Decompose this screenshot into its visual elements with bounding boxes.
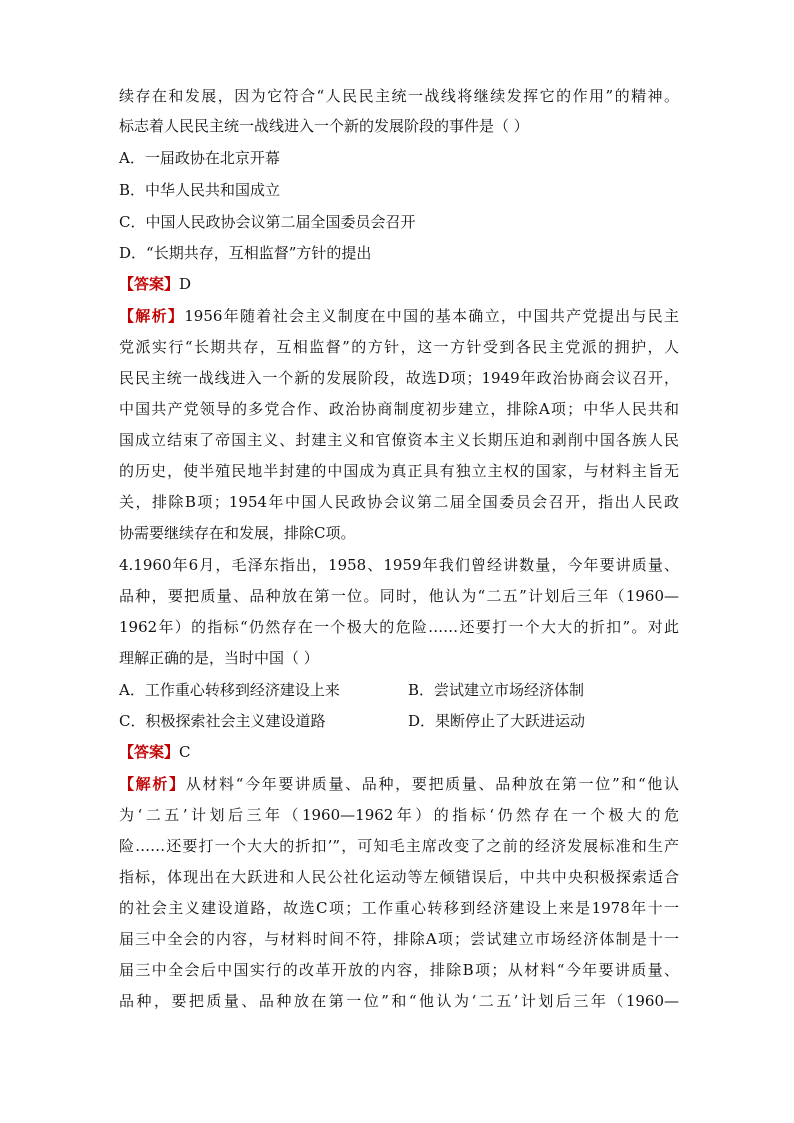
analysis-line: 党派实行“长期共存，互相监督”的方针，这一方针受到各民主党派的拥护，人 [119, 338, 679, 356]
analysis-line: 为‘二五’计划后三年（1960—1962年）的指标‘仍然存在一个极大的危 [119, 806, 679, 824]
analysis-line: 协需要继续存在和发展，排除C项。 [119, 524, 356, 542]
option-c: C．积极探索社会主义建设道路 [119, 712, 326, 730]
option-a: A．一届政协在北京开幕 [119, 149, 280, 167]
analysis-line: 指标，体现出在大跃进和人民公社化运动等左倾错误后，中共中央积极探索适合 [119, 868, 679, 886]
analysis-line: 的历史，使半殖民地半封建的中国成为真正具有独立主权的国家，与材料主旨无 [119, 462, 679, 480]
analysis-line: 中国共产党领导的多党合作、政治协商制度初步建立，排除A项；中华人民共和 [119, 400, 679, 418]
analysis-line: 险……还要打一个大大的折扣’”，可知毛主席改变了之前的经济发展标准和生产 [119, 837, 679, 855]
answer-tag: 【答案】 [119, 743, 180, 761]
question-stem: 理解正确的是，当时中国（ ） [119, 649, 319, 667]
analysis-line [119, 774, 679, 794]
option-d: D．“长期共存，互相监督”方针的提出 [119, 244, 372, 262]
text-line: 续存在和发展，因为它符合“人民民主统一战线将继续发挥它的作用”的精神。 [119, 87, 679, 105]
answer-value: C [179, 743, 191, 761]
analysis-line: 国成立结束了帝国主义、封建主义和官僚资本主义长期压迫和剥削中国各族人民 [119, 431, 679, 449]
answer-tag: 【答案】 [119, 275, 180, 293]
question-stem: 1962年）的指标“仍然存在一个极大的危险……还要打一个大大的折扣”。对此 [119, 618, 679, 636]
analysis-text: 1956年随着社会主义制度在中国的基本确立，中国共产党提出与民主 [184, 307, 679, 325]
question-stem: 品种，要把质量、品种放在第一位。同时，他认为“二五”计划后三年（1960— [119, 587, 679, 605]
analysis-line: 品种，要把质量、品种放在第一位”和“他认为‘二五’计划后三年（1960— [119, 992, 679, 1010]
question-stem: 标志着人民民主统一战线进入一个新的发展阶段的事件是（ ） [119, 117, 529, 135]
option-b: B．中华人民共和国成立 [119, 181, 281, 199]
option-d: D．果断停止了大跃进运动 [408, 712, 586, 730]
question-stem: 4.1960年6月，毛泽东指出，1958、1959年我们曾经讲数量，今年要讲质量、 [119, 556, 679, 574]
analysis-tag: 【解析】 [119, 775, 186, 793]
analysis-line [119, 306, 679, 326]
analysis-line: 届三中全会的内容，与材料时间不符，排除A项；尝试建立市场经济体制是十一 [119, 930, 679, 948]
analysis-line: 的社会主义建设道路，故选C项；工作重心转移到经济建设上来是1978年十一 [119, 899, 679, 917]
answer-line [119, 274, 679, 294]
analysis-tag: 【解析】 [119, 307, 185, 325]
option-c: C．中国人民政协会议第二届全国委员会召开 [119, 213, 416, 231]
option-a: A．工作重心转移到经济建设上来 [119, 681, 340, 699]
analysis-line: 民民主统一战线进入一个新的发展阶段，故选D项；1949年政治协商会议召开， [119, 369, 679, 387]
analysis-text: 从材料“今年要讲质量、品种，要把质量、品种放在第一位”和“他认 [185, 775, 679, 793]
option-b: B．尝试建立市场经济体制 [408, 681, 585, 699]
answer-value: D [179, 275, 192, 293]
analysis-line: 届三中全会后中国实行的改革开放的内容，排除B项；从材料“今年要讲质量、 [119, 961, 679, 979]
answer-line [119, 742, 679, 762]
analysis-line: 关，排除B项；1954年中国人民政协会议第二届全国委员会召开，指出人民政 [119, 493, 679, 511]
